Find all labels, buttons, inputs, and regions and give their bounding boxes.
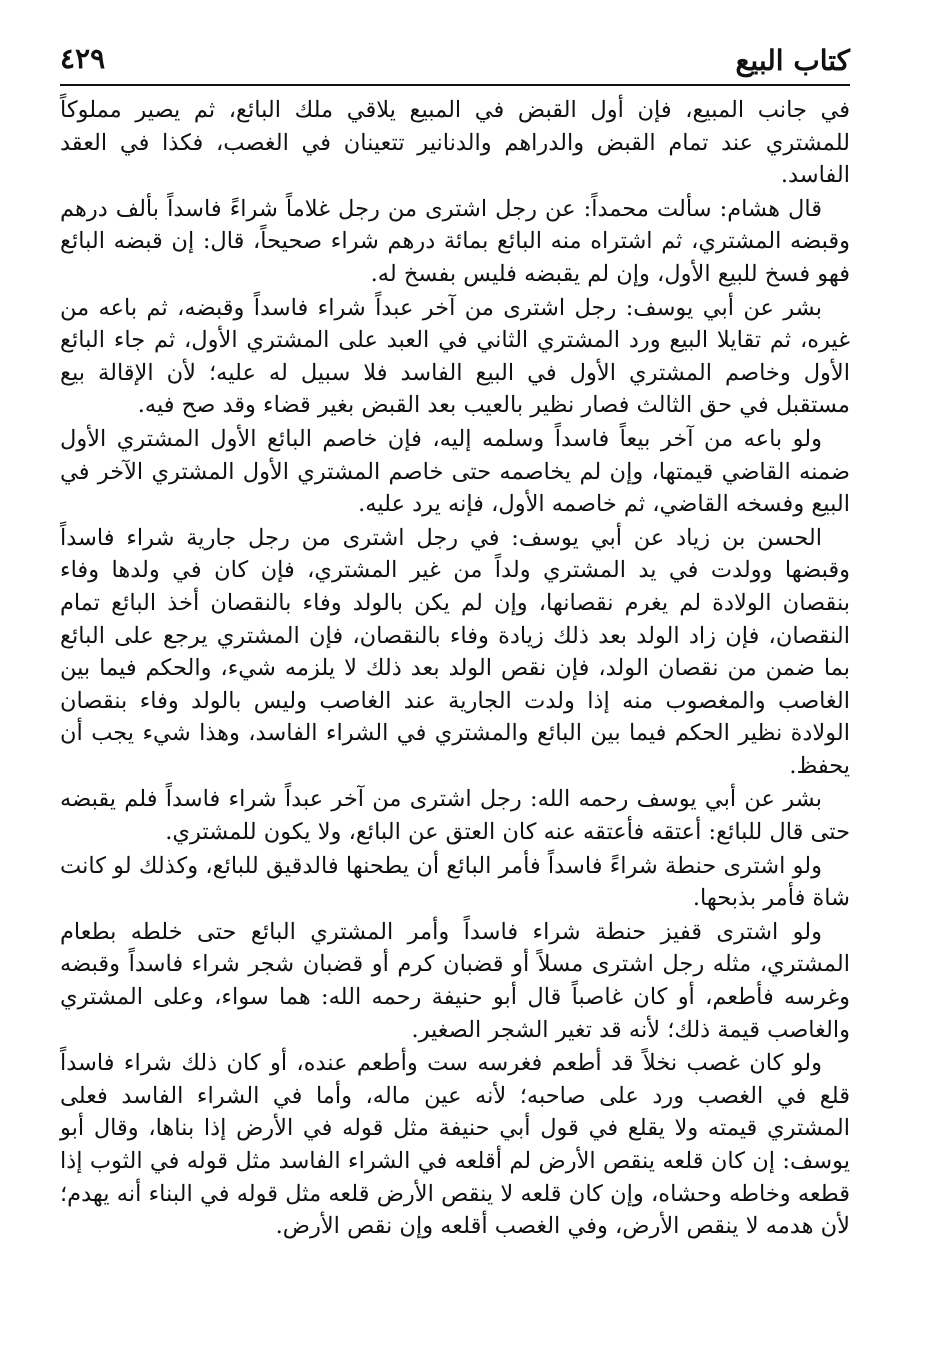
paragraph: الحسن بن زياد عن أبي يوسف: في رجل اشترى من رجل جارية شراء فاسداً وقبضها وولدت في يد المشتري ولداً من غير المشتري، فإن كان في ولدها وفاء بنقصان الولادة لم يغرم نقصانها، وإن لم يكن بالولد وفاء بالنقصان أخذ البائع تمام النقصان، فإن زاد الولد بعد ذلك زيادة وفاء بالنقصان، فإن المشتري يرجع على البائع بما ضمن من نقصان الولد، فإن نقص الولد بعد ذلك لا يلزمه شيء، والحكم فيما بين الغاصب والمغصوب منه إذا ولدت الجارية عند الغاصب وليس بالولد وفاء بنقصان الولادة نظير الحكم فيما بين البائع والمشتري في الشراء الفاسد، وهذا شيء يجب أن يحفظ. <box>60 524 850 779</box>
paragraph: في جانب المبيع، فإن أول القبض في المبيع يلاقي ملك البائع، ثم يصير مملوكاً للمشتري عند تمام القبض والدراهم والدنانير تتعينان في الغصب، فكذا في العقد الفاسد. <box>60 97 850 189</box>
paragraph: ولو اشترى قفيز حنطة شراء فاسداً وأمر المشتري البائع حتى خلطه بطعام المشتري، مثله رجل اشترى مسلاً أو قضبان كرم أو قضبان شجر شراء فاسداً وقبضه وغرسه فأطعم، أو كان غاصباً قال أبو حنيفة رحمه الله: هما سواء، وعلى المشتري والغاصب قيمة ذلك؛ لأنه قد تغير الشجر الصغير. <box>60 918 850 1043</box>
paragraph: ولو اشترى حنطة شراءً فاسداً فأمر البائع أن يطحنها فالدقيق للبائع، وكذلك لو كانت شاة فأمر بذبحها. <box>60 852 850 912</box>
page-number: ٤٢٩ <box>60 42 106 75</box>
book-page <box>60 36 850 1346</box>
paragraph: ولو كان غصب نخلاً قد أطعم فغرسه ست وأطعم عنده، أو كان ذلك شراء فاسداً قلع في الغصب ورد على صاحبه؛ لأنه عين ماله، وأما في الشراء الفاسد فعلى المشتري قيمته ولا يقلع في قول أبي حنيفة مثل قوله في الأرض إذا بناها، وقال أبو يوسف: إن كان قلعه ينقص الأرض لم أقلعه في الشراء الفاسد مثل قوله في الثوب إذا قطعه وخاطه وحشاه، وإن كان قلعه لا ينقص الأرض قلعه مثل قوله في البناء أنه يهدم؛ لأن هدمه لا ينقص الأرض، وفي الغصب أقلعه وإن نقص الأرض. <box>60 1050 850 1240</box>
paragraph: ولو باعه من آخر بيعاً فاسداً وسلمه إليه، فإن خاصم البائع الأول المشتري الأول ضمنه القاضي قيمتها، وإن لم يخاصمه حتى خاصم المشتري الأول المشتري الآخر في البيع وفسخه القاضي، ثم خاصمه الأول، فإنه يرد عليه. <box>60 425 850 518</box>
page-header <box>60 36 850 86</box>
paragraph: بشر عن أبي يوسف: رجل اشترى من آخر عبداً شراء فاسداً وقبضه، ثم باعه من غيره، ثم تقايلا البيع ورد المشتري الثاني في العبد على المشتري الأول، ثم جاء البائع الأول وخاصم المشتري الأول في البيع الفاسد فلا سبيل له عليه؛ لأن الإقالة بيع مستقبل في حق الثالث فصار نظير بالعيب بعد القبض بغير قضاء وقد صح فيه. <box>60 294 850 419</box>
chapter-title: كتاب البيع <box>735 44 850 77</box>
page-body <box>60 94 850 1243</box>
paragraph: بشر عن أبي يوسف رحمه الله: رجل اشترى من آخر عبداً شراء فاسداً فلم يقبضه حتى قال للبائع: أعتقه فأعتقه عنه كان العتق عن البائع، ولا يكون للمشتري. <box>60 786 850 846</box>
paragraph: قال هشام: سألت محمداً: عن رجل اشترى من رجل غلاماً شراءً فاسداً بألف درهم وقبضه المشتري، ثم اشتراه منه البائع بمائة درهم شراء صحيحاً، قال: إن قبضه البائع فهو فسخ للبيع الأول، وإن لم يقبضه فليس بفسخ له. <box>60 195 850 287</box>
